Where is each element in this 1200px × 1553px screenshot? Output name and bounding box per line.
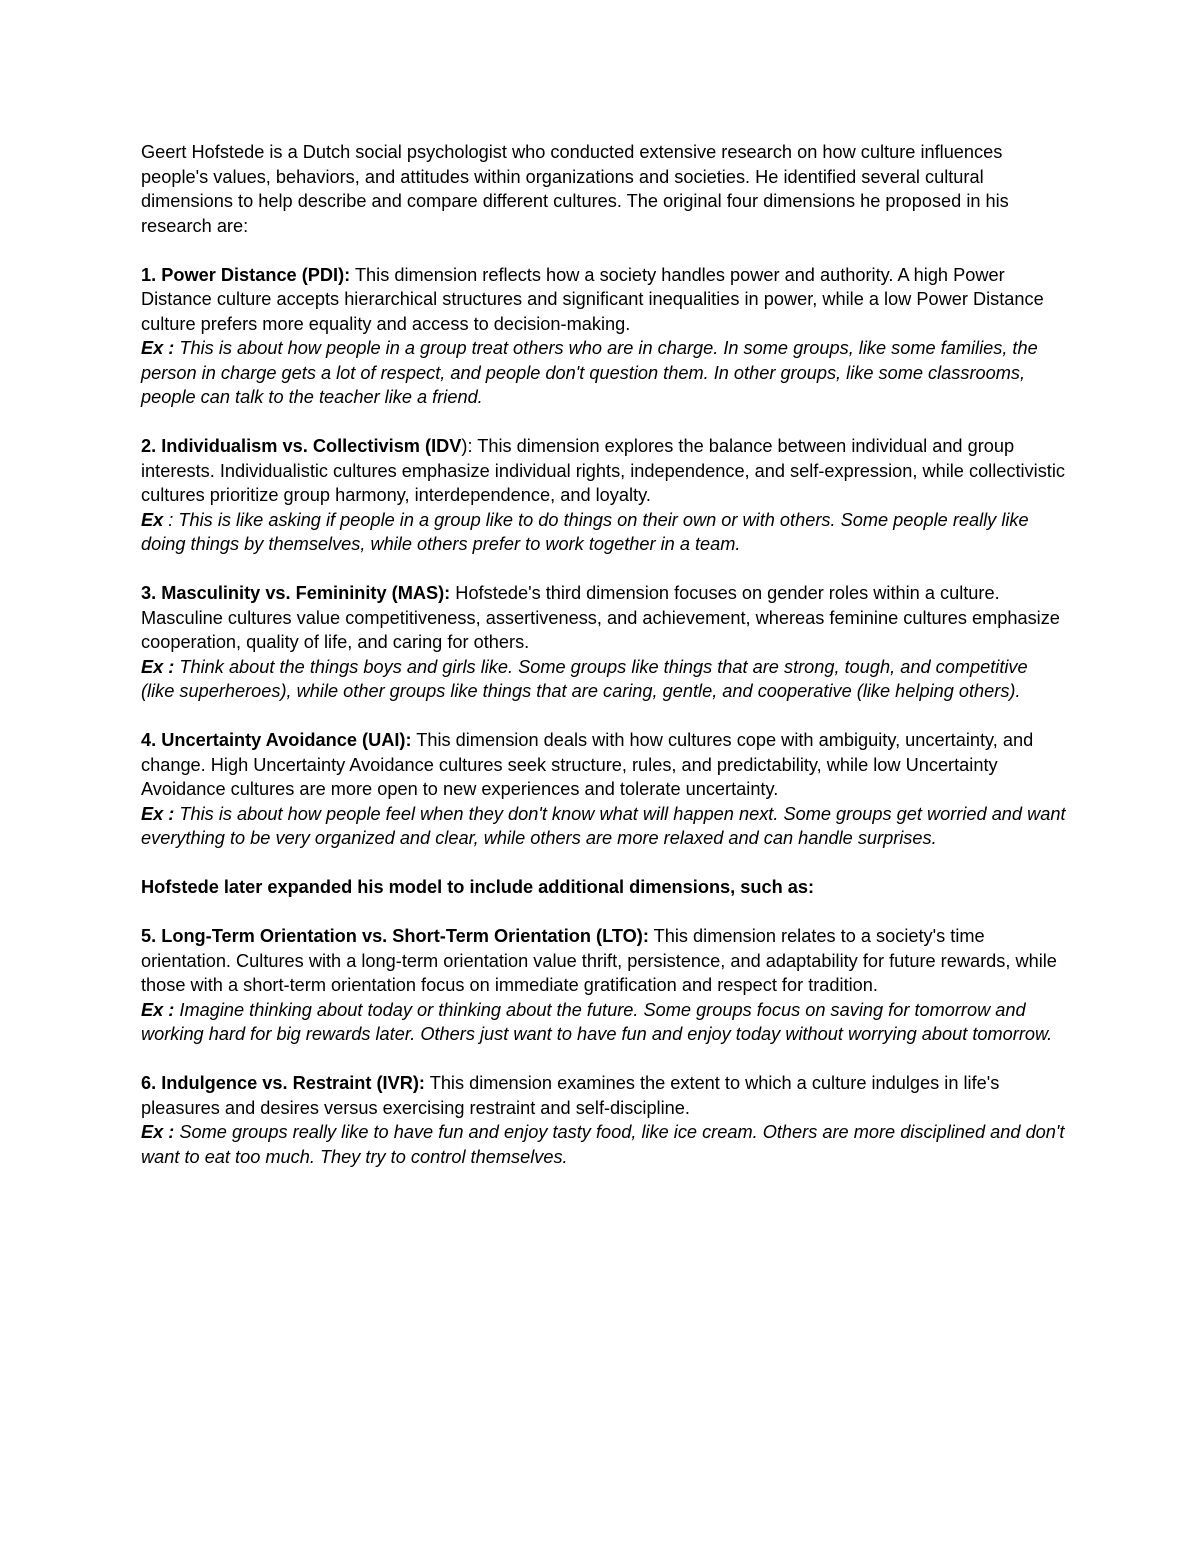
example-label: Ex :: [141, 803, 175, 824]
dimension-power-distance: [141, 263, 1066, 410]
dimension-body: This dimension examines the extent to which a culture indulges in life's pleasures and desires versus exercising restraint and self-discipline.: [141, 1073, 1000, 1118]
dimension-long-term-orientation: [141, 924, 1066, 1047]
dimension-example: [141, 1120, 1066, 1169]
dimension-heading: 4. Uncertainty Avoidance (UAI):: [141, 730, 412, 750]
example-label: Ex :: [141, 656, 175, 677]
dimension-description: [141, 434, 1066, 508]
dimension-body: Hofstede's third dimension focuses on gender roles within a culture. Masculine cultures value competitiveness, assertiveness, and achievement, whereas feminine cultures emphasize cooperation, quality of life, and caring for others.: [141, 583, 1060, 652]
dimension-heading: 1. Power Distance (PDI):: [141, 264, 351, 285]
example-text: This is about how people in a group treat others who are in charge. In some groups, like some families, the person in charge gets a lot of respect, and people don't question them. In other groups, like some classrooms, people can talk to the teacher like a friend.: [141, 338, 1038, 407]
example-text: : This is like asking if people in a group like to do things on their own or with others. Some people really like doing things by themselves, while others prefer to work together in a team.: [141, 509, 1029, 554]
example-text: Some groups really like to have fun and enjoy tasty food, like ice cream. Others are more disciplined and don't want to eat too much. They try to control themselves.: [141, 1122, 1065, 1167]
example-text: This is about how people feel when they don't know what will happen next. Some groups get worried and want everything to be very organized and clear, while others are more relaxed and can handle surprises.: [141, 803, 1066, 848]
expansion-heading: Hofstede later expanded his model to include additional dimensions, such as:: [141, 877, 815, 897]
dimension-individualism: [141, 434, 1066, 557]
dimension-indulgence: [141, 1071, 1066, 1169]
dimension-example: [141, 655, 1066, 704]
expansion-section: [141, 875, 1066, 900]
dimension-description: [141, 581, 1066, 655]
dimension-example: [141, 336, 1066, 410]
dimension-description: [141, 263, 1066, 337]
dimension-heading: 6. Indulgence vs. Restraint (IVR):: [141, 1073, 425, 1093]
dimension-heading: 5. Long-Term Orientation vs. Short-Term Orientation (LTO):: [141, 926, 649, 946]
example-label: Ex: [141, 509, 164, 530]
dimension-description: [141, 728, 1066, 802]
example-label: Ex :: [141, 999, 175, 1020]
dimension-description: [141, 924, 1066, 998]
example-text: Think about the things boys and girls like. Some groups like things that are strong, tough, and competitive (like superheroes), while other groups like things that are caring, gentle, and cooperative (like helping others).: [141, 656, 1028, 701]
dimension-example: [141, 802, 1066, 851]
dimension-description: [141, 1071, 1066, 1120]
document-page: [141, 140, 1066, 1169]
dimension-body: This dimension relates to a society's time orientation. Cultures with a long-term orientation value thrift, persistence, and adaptability for future rewards, while those with a short-term orientation focus on immediate gratification and respect for tradition.: [141, 926, 1057, 995]
intro-paragraph: Geert Hofstede is a Dutch social psychologist who conducted extensive research on how culture influences people's values, behaviors, and attitudes within organizations and societies. He identified several cultural dimensions to help describe and compare different cultures. The original four dimensions he proposed in his research are:: [141, 142, 1009, 236]
dimension-masculinity: [141, 581, 1066, 704]
dimension-heading: 2. Individualism vs. Collectivism (IDV: [141, 436, 462, 456]
dimension-uncertainty-avoidance: [141, 728, 1066, 851]
example-label: Ex :: [141, 1122, 175, 1142]
dimension-heading: 3. Masculinity vs. Femininity (MAS):: [141, 583, 451, 603]
dimension-body: This dimension deals with how cultures cope with ambiguity, uncertainty, and change. High Uncertainty Avoidance cultures seek structure, rules, and predictability, while low Uncertainty Avoidance cultures are more open to new experiences and tolerate uncertainty.: [141, 730, 1034, 799]
dimension-example: [141, 508, 1066, 557]
example-label: Ex :: [141, 338, 175, 358]
dimension-body: ): This dimension explores the balance between individual and group interests. Individualistic cultures emphasize individual rights, independence, and self-expression, while collectivistic cultures prioritize group harmony, interdependence, and loyalty.: [141, 436, 1065, 505]
dimension-example: [141, 998, 1066, 1047]
example-text: Imagine thinking about today or thinking about the future. Some groups focus on saving for tomorrow and working hard for big rewards later. Others just want to have fun and enjoy today without worrying about tomorrow.: [141, 999, 1053, 1044]
dimension-body: This dimension reflects how a society handles power and authority. A high Power Distance culture accepts hierarchical structures and significant inequalities in power, while a low Power Distance culture prefers more equality and access to decision-making.: [141, 264, 1044, 334]
